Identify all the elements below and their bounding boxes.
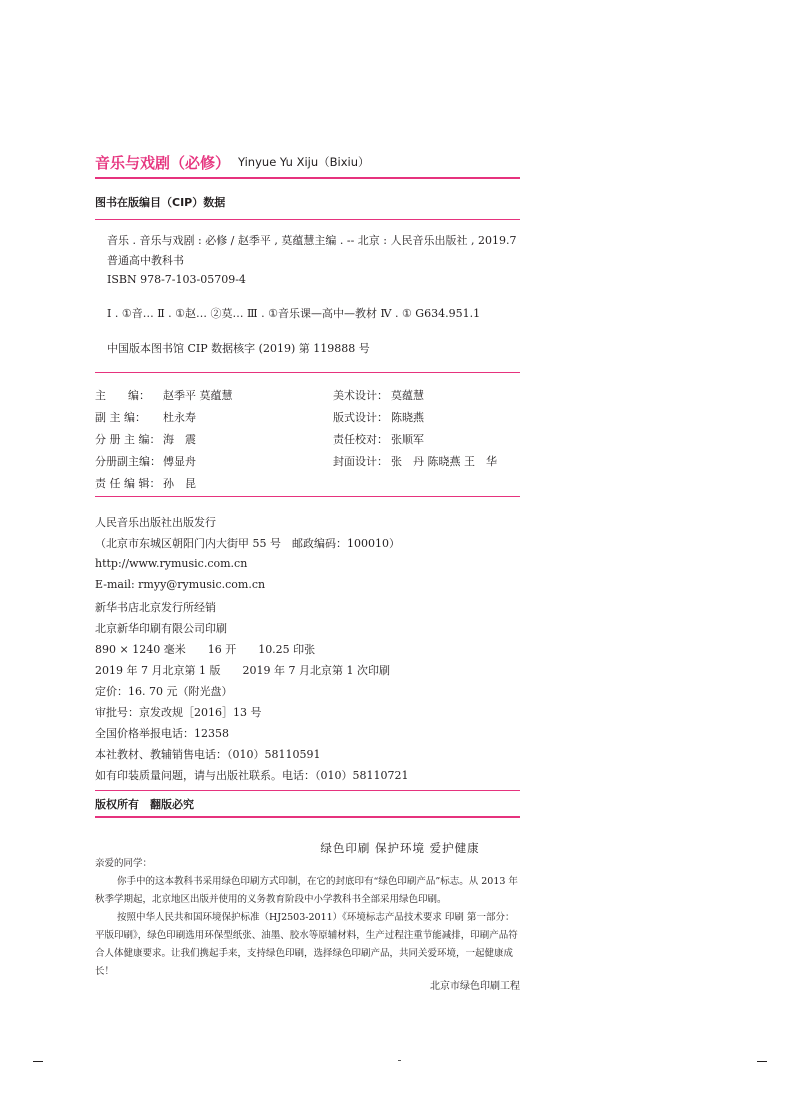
publisher-website: http://www.rymusic.com.cn — [95, 557, 248, 570]
staff-label: 副 主 编： — [95, 411, 146, 424]
crop-mark — [757, 1061, 767, 1062]
cip-line: ISBN 978-7-103-05709-4 — [107, 273, 246, 286]
staff-label: 责 任 编 辑： — [95, 477, 161, 490]
report-phone-line: 全国价格举报电话：12358 — [95, 727, 229, 740]
rights-notice: 版权所有 翻版必究 — [95, 798, 194, 811]
approval-line: 审批号：京发改规［2016］13 号 — [95, 706, 262, 719]
quality-phone-line: 如有印装质量问题，请与出版社联系。电话：（010）58110721 — [95, 769, 409, 782]
staff-value: 傅显舟 — [163, 455, 196, 468]
cip-line: 音乐 . 音乐与戏剧 : 必修 / 赵季平 , 莫蕴慧主编 . -- 北京 : 人民音乐出版社 , 2019.7 — [107, 234, 517, 247]
distributor-line: 新华书店北京发行所经销 — [95, 601, 216, 614]
staff-value: 莫蕴慧 — [391, 389, 424, 402]
notice-paragraph: 你手中的这本教科书采用绿色印刷方式印制，在它的封底印有“绿色印刷产品”标志。从 2013 年秋季学期起，北京地区出版并使用的义务教育阶段中小学教科书全部采用绿色印刷。 — [95, 876, 518, 905]
divider — [95, 219, 520, 220]
cip-line: 中国版本图书馆 CIP 数据核字 (2019) 第 119888 号 — [107, 342, 370, 355]
publisher-line: 人民音乐出版社出版发行 — [95, 516, 216, 529]
publisher-email: E-mail: rmyy@rymusic.com.cn — [95, 578, 266, 591]
divider — [95, 816, 520, 818]
notice-paragraph: 按照中华人民共和国环境保护标准（HJ2503-2011）《环境标志产品技术要求 印刷 第一部分：平版印刷》，绿色印刷选用环保型纸张、油墨、胶水等原辅材料，生产过程注重节能减排，印刷产品符合人体健康要求。让我们携起手来，支持绿色印刷，选择绿色印刷产品，共同关爱环境，一起健康成长！ — [95, 912, 518, 977]
staff-label: 分册副主编： — [95, 455, 161, 468]
staff-label: 分 册 主 编： — [95, 433, 161, 446]
crop-mark — [33, 1061, 43, 1062]
staff-value: 张 丹 陈晓燕 王 华 — [391, 455, 497, 468]
publisher-address: （北京市东城区朝阳门内大街甲 55 号 邮政编码：100010） — [95, 537, 400, 550]
cip-line: 普通高中教科书 — [107, 254, 184, 267]
notice-signature: 北京市绿色印刷工程 — [430, 981, 520, 992]
staff-label: 美术设计： — [333, 389, 388, 402]
edition-line: 2019 年 7 月北京第 1 版 2019 年 7 月北京第 1 次印刷 — [95, 664, 390, 677]
format-line: 890 × 1240 毫米 16 开 10.25 印张 — [95, 643, 316, 656]
staff-label: 版式设计： — [333, 411, 388, 424]
printer-line: 北京新华印刷有限公司印刷 — [95, 622, 227, 635]
divider — [95, 790, 520, 791]
staff-label: 主 编： — [95, 389, 150, 402]
staff-value: 海 震 — [163, 433, 196, 446]
center-mark — [398, 1060, 401, 1061]
cip-line: Ⅰ . ①音… Ⅱ . ①赵… ②莫… Ⅲ . ①音乐课—高中—教材 Ⅳ . ① G634.951.1 — [107, 307, 481, 320]
staff-value: 杜永寿 — [163, 411, 196, 424]
staff-label: 责任校对： — [333, 433, 388, 446]
divider — [95, 496, 520, 497]
green-printing-title: 绿色印刷 保护环境 爱护健康 — [320, 841, 480, 855]
divider — [95, 372, 520, 373]
book-title — [95, 152, 520, 176]
price-line: 定价：16. 70 元（附光盘） — [95, 685, 233, 698]
staff-label: 封面设计： — [333, 455, 388, 468]
book-title-pinyin: Yinyue Yu Xiju（Bixiu） — [238, 155, 370, 169]
staff-value: 赵季平 莫蕴慧 — [163, 389, 233, 402]
cip-heading: 图书在版编目（CIP）数据 — [95, 196, 226, 209]
divider — [95, 177, 520, 179]
green-printing-notice — [95, 855, 520, 981]
sales-phone-line: 本社教材、教辅销售电话：（010）58110591 — [95, 748, 321, 761]
greeting: 亲爱的同学： — [95, 858, 153, 869]
staff-value: 孙 昆 — [163, 477, 196, 490]
staff-value: 张顺军 — [391, 433, 424, 446]
book-title-chinese: 音乐与戏剧（必修） — [95, 154, 231, 172]
staff-value: 陈晓燕 — [391, 411, 424, 424]
